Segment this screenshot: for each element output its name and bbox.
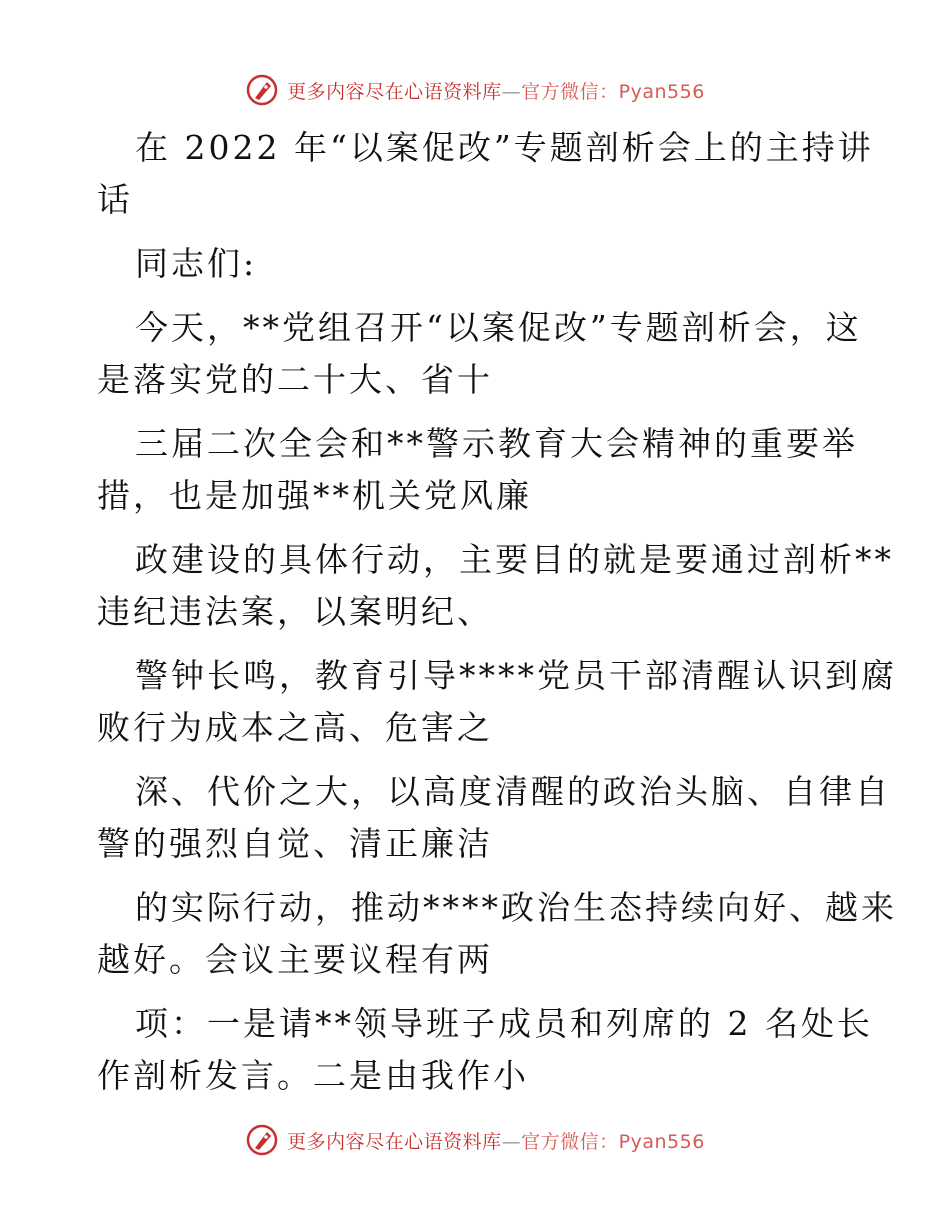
- watermark-separator: —: [501, 1130, 522, 1153]
- watermark-separator: —: [501, 80, 522, 103]
- body-line: 今天，**党组召开“以案促改”专题剖析会，这: [135, 308, 862, 347]
- body-line: 项：一是请**领导班子成员和列席的 2 名处长: [135, 1004, 873, 1043]
- pen-nib-logo-icon: [245, 73, 279, 107]
- body-line: 措，也是加强**机关党风廉: [97, 476, 532, 515]
- watermark-banner-top: [0, 70, 950, 110]
- watermark-text: [287, 77, 705, 104]
- watermark-site: 更多内容尽在心语资料库: [287, 1130, 502, 1153]
- body-line: 政建设的具体行动，主要目的就是要通过剖析**: [135, 540, 894, 579]
- body-line: 深、代价之大，以高度清醒的政治头脑、自律自: [135, 772, 891, 811]
- document-body: [97, 122, 897, 1102]
- body-line: 违纪违法案，以案明纪、: [97, 592, 493, 631]
- body-line: 的实际行动，推动****政治生态持续向好、越来: [135, 888, 897, 927]
- body-line: 作剖析发言。二是由我作小: [97, 1056, 529, 1095]
- watermark-banner-bottom: [0, 1120, 950, 1160]
- body-line: 警的强烈自觉、清正廉洁: [97, 824, 493, 863]
- body-line: 警钟长鸣，教育引导****党员干部清醒认识到腐: [135, 656, 897, 695]
- watermark-contact: 官方微信：Pyan556: [521, 1130, 705, 1153]
- watermark-contact: 官方微信：Pyan556: [521, 80, 705, 103]
- watermark-text: [287, 1127, 705, 1154]
- pen-nib-logo-icon: [245, 1123, 279, 1157]
- body-line: 是落实党的二十大、省十: [97, 360, 493, 399]
- salutation: 同志们:: [135, 244, 258, 283]
- body-line: 败行为成本之高、危害之: [97, 708, 493, 747]
- title-line-1: 在 2022 年“以案促改”专题剖析会上的主持讲: [135, 128, 874, 167]
- watermark-site: 更多内容尽在心语资料库: [287, 80, 502, 103]
- body-line: 越好。会议主要议程有两: [97, 940, 493, 979]
- body-line: 三届二次全会和**警示教育大会精神的重要举: [135, 424, 858, 463]
- title-line-2: 话: [97, 180, 133, 219]
